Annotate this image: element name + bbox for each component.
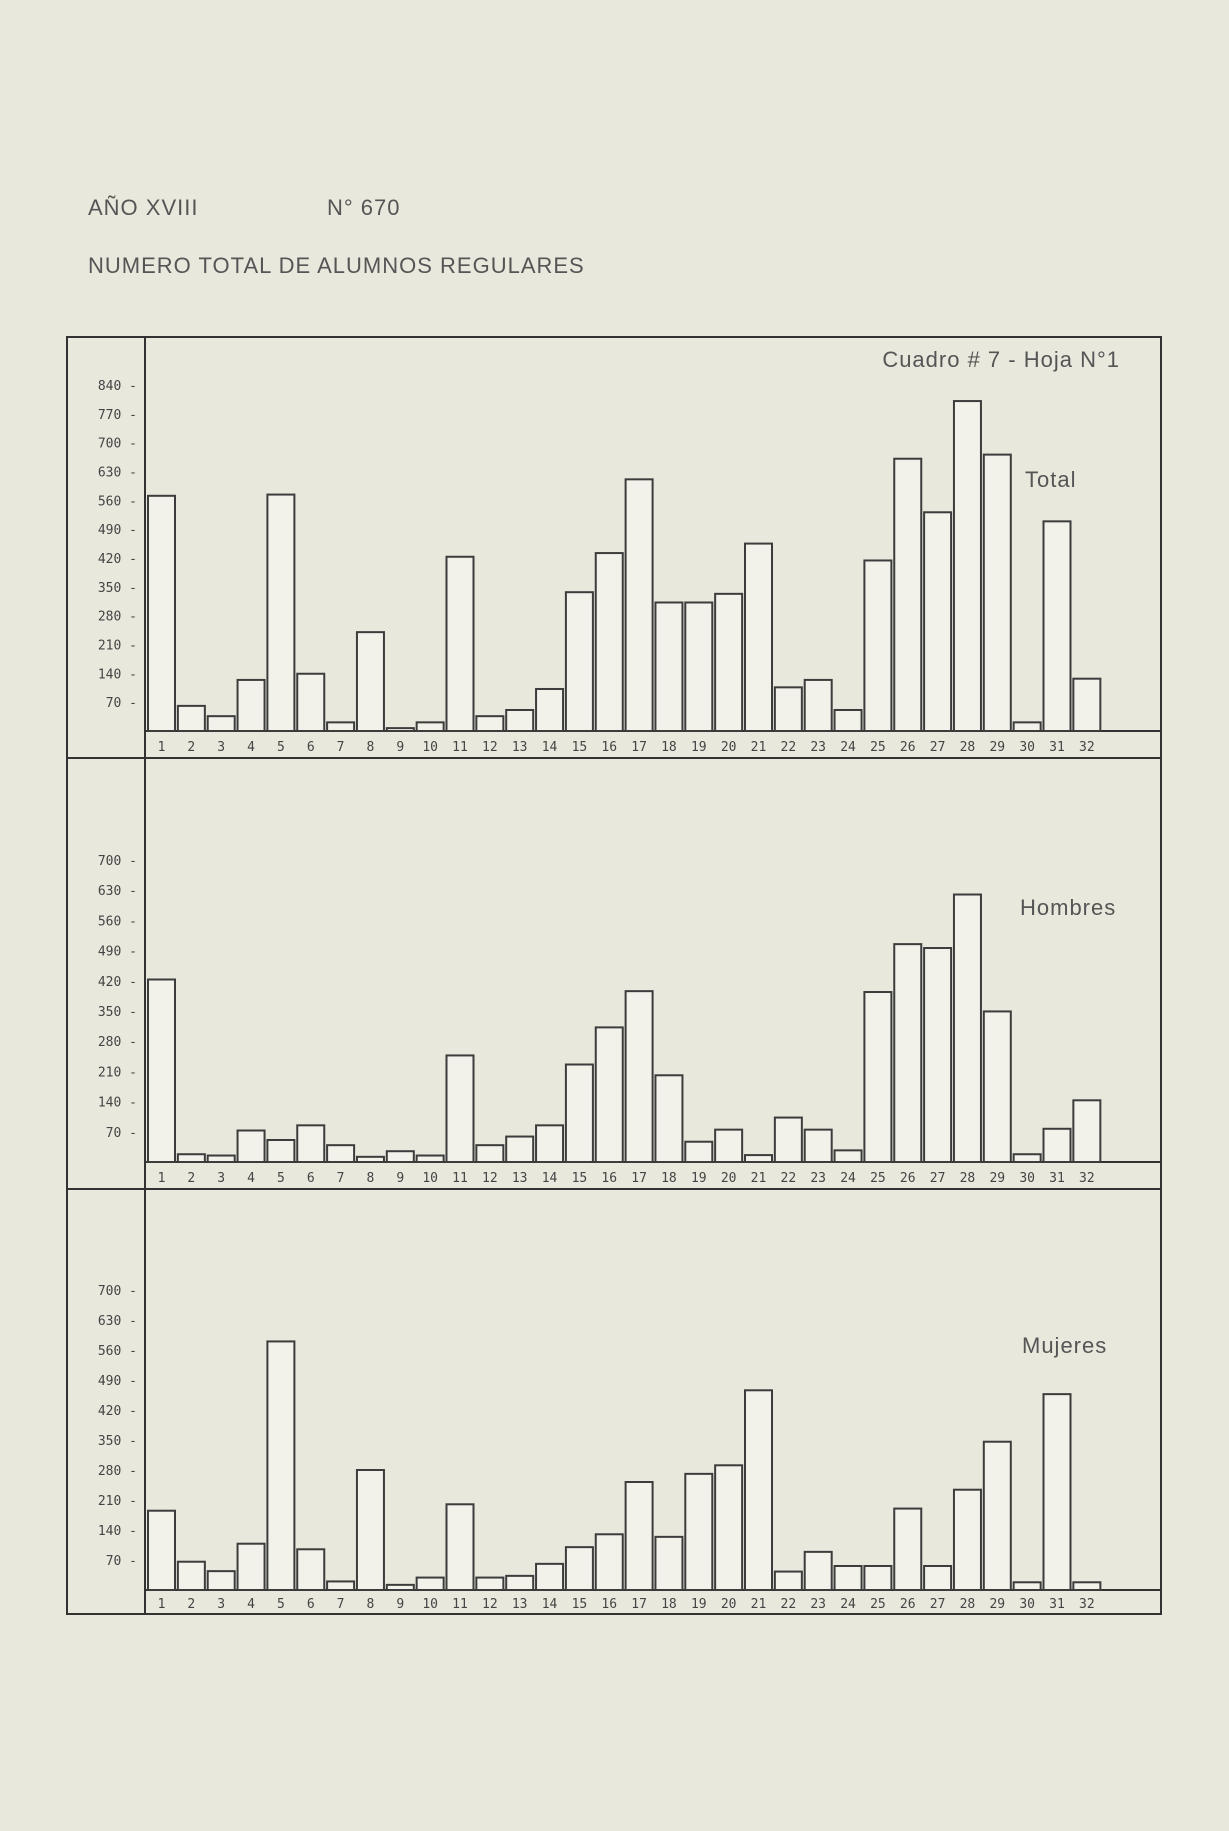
bar-7	[327, 1145, 354, 1162]
bar-16	[596, 1534, 623, 1590]
x-tick-label: 17	[631, 1597, 647, 1612]
y-tick-label: 490 -	[97, 523, 137, 539]
bar-12	[476, 1578, 503, 1590]
x-tick-label: 19	[690, 1171, 707, 1186]
bar-3	[208, 716, 235, 731]
x-tick-label: 32	[1079, 1171, 1095, 1186]
bar-7	[327, 722, 354, 731]
y-tick-label: 630 -	[97, 884, 137, 900]
x-tick-label: 23	[810, 740, 827, 755]
bar-18	[655, 602, 682, 731]
y-tick-label: 630 -	[97, 1314, 137, 1329]
y-tick-label: 70 -	[105, 1554, 137, 1569]
bar-22	[775, 1572, 802, 1590]
y-tick-label: 840 -	[97, 379, 137, 394]
bar-29	[984, 1442, 1011, 1590]
x-tick-label: 29	[989, 1171, 1006, 1186]
x-tick-label: 19	[690, 740, 707, 755]
x-tick-label: 28	[959, 1171, 976, 1186]
y-tick-label: 140 -	[97, 667, 137, 683]
y-tick-label: 210 -	[97, 638, 137, 654]
bar-23	[805, 1130, 832, 1162]
x-tick-label: 24	[840, 1171, 856, 1186]
x-tick-label: 27	[929, 1597, 946, 1612]
bar-9	[387, 728, 414, 731]
y-tick-label: 700 -	[97, 436, 137, 452]
bar-17	[626, 1482, 653, 1590]
x-tick-label: 24	[840, 740, 856, 755]
y-tick-label: 350 -	[97, 1005, 137, 1020]
bar-29	[984, 1011, 1011, 1162]
y-tick-label: 280 -	[97, 1035, 137, 1051]
bar-15	[566, 1064, 593, 1162]
x-tick-label: 5	[276, 740, 285, 755]
bar-28	[954, 401, 981, 731]
bar-14	[536, 1564, 563, 1590]
bar-4	[238, 1131, 265, 1162]
x-tick-label: 21	[750, 1597, 767, 1612]
x-tick-label: 27	[929, 1171, 946, 1186]
bar-27	[924, 1566, 951, 1590]
x-tick-label: 12	[482, 740, 498, 755]
bar-23	[805, 1552, 832, 1590]
x-tick-label: 16	[601, 1171, 618, 1186]
bar-26	[894, 459, 921, 731]
bar-11	[447, 1055, 474, 1162]
bar-16	[596, 1027, 623, 1162]
bar-4	[238, 680, 265, 731]
x-tick-label: 14	[541, 740, 558, 755]
bar-16	[596, 553, 623, 731]
y-tick-label: 700 -	[97, 854, 137, 869]
x-tick-label: 7	[336, 1171, 345, 1186]
bar-21	[745, 1390, 772, 1590]
x-tick-label: 29	[989, 1597, 1006, 1612]
y-tick-label: 70 -	[105, 696, 137, 712]
x-tick-label: 21	[750, 1171, 767, 1186]
x-tick-label: 11	[452, 740, 468, 755]
bar-5	[267, 1341, 294, 1590]
bar-13	[506, 710, 533, 731]
bar-24	[835, 1150, 862, 1162]
bar-4	[238, 1544, 265, 1590]
x-tick-label: 11	[452, 1171, 468, 1186]
bar-32	[1073, 1100, 1100, 1162]
x-tick-label: 23	[810, 1171, 827, 1186]
bar-25	[864, 560, 891, 731]
bar-19	[685, 1142, 712, 1162]
x-tick-label: 31	[1049, 740, 1065, 755]
x-tick-label: 30	[1019, 1597, 1035, 1612]
bar-9	[387, 1151, 414, 1162]
bar-18	[655, 1537, 682, 1590]
x-tick-label: 25	[870, 740, 886, 755]
x-tick-label: 4	[247, 740, 255, 755]
y-tick-label: 700 -	[97, 1284, 137, 1299]
x-tick-label: 8	[366, 740, 375, 755]
x-tick-label: 26	[899, 740, 916, 755]
y-tick-label: 210 -	[97, 1494, 137, 1509]
x-tick-label: 14	[541, 1171, 558, 1186]
x-tick-label: 1	[157, 1597, 166, 1612]
x-tick-label: 3	[217, 1171, 226, 1186]
x-tick-label: 6	[306, 1171, 315, 1186]
bar-1	[148, 1511, 175, 1590]
bar-6	[297, 1125, 324, 1162]
bar-9	[387, 1585, 414, 1590]
bar-11	[447, 1504, 474, 1590]
caption: Cuadro # 7 - Hoja N°1	[882, 347, 1120, 372]
bar-17	[626, 991, 653, 1162]
x-tick-label: 9	[396, 1597, 405, 1612]
x-tick-label: 12	[482, 1597, 498, 1612]
y-tick-label: 210 -	[97, 1065, 137, 1081]
year-label: AÑO XVIII	[88, 195, 199, 220]
x-tick-label: 28	[959, 1597, 976, 1612]
bar-23	[805, 680, 832, 731]
bar-19	[685, 602, 712, 731]
x-tick-label: 24	[840, 1597, 856, 1612]
bar-5	[267, 495, 294, 731]
x-tick-label: 10	[422, 1597, 438, 1612]
x-tick-label: 17	[631, 1171, 647, 1186]
bar-2	[178, 1154, 205, 1162]
bar-31	[1044, 1129, 1071, 1162]
y-tick-label: 560 -	[97, 494, 137, 510]
x-tick-label: 23	[810, 1597, 827, 1612]
bar-26	[894, 1509, 921, 1590]
x-tick-label: 2	[187, 740, 196, 755]
bar-15	[566, 1547, 593, 1590]
x-tick-label: 14	[541, 1597, 558, 1612]
bar-20	[715, 1465, 742, 1590]
y-tick-label: 280 -	[97, 1464, 137, 1479]
y-tick-label: 420 -	[97, 552, 137, 567]
x-tick-label: 30	[1019, 740, 1035, 755]
x-tick-label: 8	[366, 1597, 375, 1612]
bar-31	[1044, 1394, 1071, 1590]
x-tick-label: 9	[396, 740, 405, 755]
x-tick-label: 12	[482, 1171, 498, 1186]
x-tick-label: 1	[157, 740, 166, 755]
x-tick-label: 20	[720, 1597, 737, 1612]
x-tick-label: 15	[571, 1597, 588, 1612]
x-tick-label: 8	[366, 1171, 375, 1186]
y-tick-label: 630 -	[97, 465, 137, 481]
bar-21	[745, 1155, 772, 1162]
x-tick-label: 9	[396, 1171, 405, 1186]
bar-14	[536, 689, 563, 731]
bar-32	[1073, 679, 1100, 731]
bar-28	[954, 1490, 981, 1590]
bar-21	[745, 544, 772, 731]
bar-30	[1014, 1582, 1041, 1590]
x-tick-label: 32	[1079, 740, 1095, 755]
y-tick-label: 490 -	[97, 1374, 137, 1389]
y-tick-label: 770 -	[97, 407, 137, 423]
x-tick-label: 31	[1049, 1597, 1065, 1612]
y-tick-label: 420 -	[97, 1404, 137, 1419]
bar-27	[924, 948, 951, 1162]
bar-12	[476, 716, 503, 731]
bar-2	[178, 1562, 205, 1590]
bar-17	[626, 479, 653, 731]
bar-31	[1044, 521, 1071, 731]
bar-10	[417, 1156, 444, 1162]
y-tick-label: 560 -	[97, 914, 137, 930]
x-tick-label: 5	[276, 1171, 285, 1186]
x-tick-label: 10	[422, 740, 438, 755]
bar-22	[775, 687, 802, 731]
bar-10	[417, 722, 444, 731]
bar-24	[835, 710, 862, 731]
x-tick-label: 22	[780, 1171, 797, 1186]
x-tick-label: 4	[247, 1597, 255, 1612]
x-tick-label: 18	[661, 1597, 677, 1612]
x-tick-label: 11	[452, 1597, 468, 1612]
bar-10	[417, 1578, 444, 1590]
bar-22	[775, 1118, 802, 1162]
y-tick-label: 350 -	[97, 580, 137, 596]
bar-25	[864, 1566, 891, 1590]
x-tick-label: 4	[247, 1171, 255, 1186]
bar-25	[864, 992, 891, 1162]
x-tick-label: 6	[306, 740, 315, 755]
x-tick-label: 19	[690, 1597, 707, 1612]
x-tick-label: 18	[661, 740, 677, 755]
bar-28	[954, 895, 981, 1162]
x-tick-label: 31	[1049, 1171, 1065, 1186]
x-tick-label: 7	[336, 1597, 345, 1612]
x-tick-label: 28	[959, 740, 976, 755]
bar-29	[984, 455, 1011, 731]
bar-6	[297, 674, 324, 731]
bar-13	[506, 1137, 533, 1162]
bar-2	[178, 706, 205, 731]
bar-20	[715, 1130, 742, 1162]
x-tick-label: 25	[870, 1597, 886, 1612]
bar-30	[1014, 1154, 1041, 1162]
bar-8	[357, 1470, 384, 1590]
y-tick-label: 70 -	[105, 1125, 137, 1141]
x-tick-label: 30	[1019, 1171, 1035, 1186]
series-title: Mujeres	[1022, 1333, 1108, 1358]
x-tick-label: 26	[899, 1597, 916, 1612]
x-tick-label: 13	[511, 1171, 528, 1186]
x-tick-label: 25	[870, 1171, 886, 1186]
y-tick-label: 490 -	[97, 944, 137, 960]
y-tick-label: 560 -	[97, 1344, 137, 1359]
x-tick-label: 1	[157, 1171, 166, 1186]
bar-14	[536, 1125, 563, 1162]
x-tick-label: 21	[750, 740, 767, 755]
x-tick-label: 17	[631, 740, 647, 755]
series-title: Hombres	[1020, 895, 1117, 920]
x-tick-label: 32	[1079, 1597, 1095, 1612]
y-tick-label: 280 -	[97, 609, 137, 625]
bar-24	[835, 1566, 862, 1590]
bar-19	[685, 1474, 712, 1590]
bar-1	[148, 980, 175, 1162]
x-tick-label: 18	[661, 1171, 677, 1186]
x-tick-label: 3	[217, 1597, 226, 1612]
x-tick-label: 20	[720, 740, 737, 755]
bar-20	[715, 594, 742, 731]
bar-3	[208, 1571, 235, 1590]
x-tick-label: 15	[571, 740, 588, 755]
x-tick-label: 13	[511, 740, 528, 755]
x-tick-label: 27	[929, 740, 946, 755]
series-title: Total	[1025, 467, 1077, 492]
y-tick-label: 140 -	[97, 1095, 137, 1111]
y-tick-label: 140 -	[97, 1524, 137, 1539]
x-tick-label: 2	[187, 1597, 196, 1612]
x-tick-label: 2	[187, 1171, 196, 1186]
bar-3	[208, 1156, 235, 1162]
bar-1	[148, 496, 175, 731]
bar-15	[566, 592, 593, 731]
x-tick-label: 13	[511, 1597, 528, 1612]
x-tick-label: 20	[720, 1171, 737, 1186]
x-tick-label: 22	[780, 740, 797, 755]
bar-6	[297, 1549, 324, 1590]
x-tick-label: 16	[601, 740, 618, 755]
x-tick-label: 15	[571, 1171, 588, 1186]
page-title: NUMERO TOTAL DE ALUMNOS REGULARES	[88, 253, 585, 278]
bar-5	[267, 1140, 294, 1162]
bar-32	[1073, 1582, 1100, 1590]
bar-11	[447, 557, 474, 731]
x-tick-label: 10	[422, 1171, 438, 1186]
x-tick-label: 6	[306, 1597, 315, 1612]
bar-12	[476, 1145, 503, 1162]
bar-18	[655, 1075, 682, 1162]
bar-13	[506, 1576, 533, 1590]
x-tick-label: 3	[217, 740, 226, 755]
bar-26	[894, 944, 921, 1162]
x-tick-label: 7	[336, 740, 345, 755]
y-tick-label: 350 -	[97, 1434, 137, 1449]
bar-8	[357, 632, 384, 731]
bar-30	[1014, 722, 1041, 731]
x-tick-label: 29	[989, 740, 1006, 755]
bar-27	[924, 512, 951, 731]
x-tick-label: 26	[899, 1171, 916, 1186]
bar-7	[327, 1581, 354, 1590]
x-tick-label: 22	[780, 1597, 797, 1612]
y-tick-label: 420 -	[97, 974, 137, 990]
bar-8	[357, 1157, 384, 1162]
issue-number: N° 670	[327, 195, 401, 220]
x-tick-label: 5	[276, 1597, 285, 1612]
x-tick-label: 16	[601, 1597, 618, 1612]
